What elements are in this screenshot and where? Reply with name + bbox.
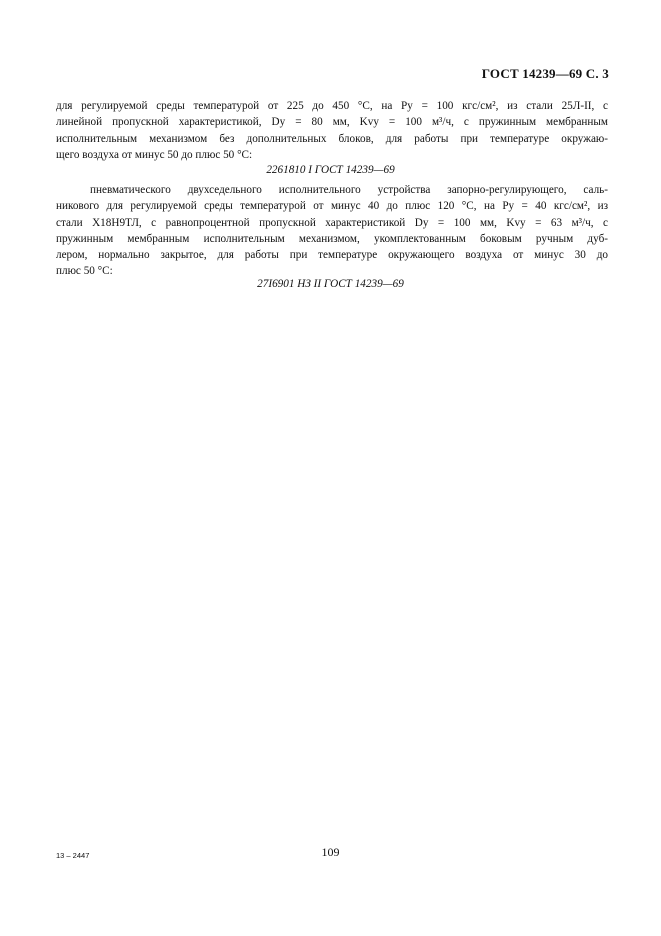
print-code: 13 – 2447	[56, 851, 90, 860]
designation-1: 2261810 I ГОСТ 14239—69	[266, 164, 395, 176]
paragraph-2-line-2: никового для регулируемой среды температурой от минус 40 до плюс 120 °С, на Pу = 40 кгс/см², из	[56, 200, 608, 213]
paragraph-1-line-1: для регулируемой среды температурой от 225 до 450 °С, на Pу = 100 кгс/см², из стали 25Л-II, с	[56, 100, 608, 112]
page-header: ГОСТ 14239—69 С. 3	[481, 66, 609, 81]
paragraph-2-line-5: лером, нормально закрытое, для работы при температуре окружающего воздуха от минус 30 до	[56, 249, 608, 262]
paragraph-1-line-4: щего воздуха от минус 50 до плюс 50 °С:	[56, 148, 253, 161]
paragraph-2-line-4: пружинным мембранным исполнительным механизмом, укомплектованным боковым ручным дуб-	[56, 232, 608, 245]
paragraph-1	[56, 98, 608, 163]
paragraph-1-line-3: исполнительным механизмом без дополнительных блоков, для работы при температуре окружаю-	[56, 132, 608, 145]
paragraph-2-line-6: плюс 50 °С:	[56, 265, 113, 278]
paragraph-2-line-3: стали Х18Н9ТЛ, с равнопроцентной пропускной характеристикой Dу = 100 мм, Kvу = 63 м³/ч, с	[56, 216, 608, 229]
paragraph-2	[56, 182, 608, 280]
paragraph-1-line-2: линейной пропускной характеристикой, Dу = 80 мм, Kvу = 100 м³/ч, с пружинным мембранным	[56, 116, 608, 129]
designation-2: 27I6901 НЗ II ГОСТ 14239—69	[257, 278, 404, 290]
paragraph-2-line-1: пневматического двухседельного исполнительного устройства запорно-регулирующего, саль-	[90, 184, 608, 196]
page-number: 109	[321, 845, 340, 859]
